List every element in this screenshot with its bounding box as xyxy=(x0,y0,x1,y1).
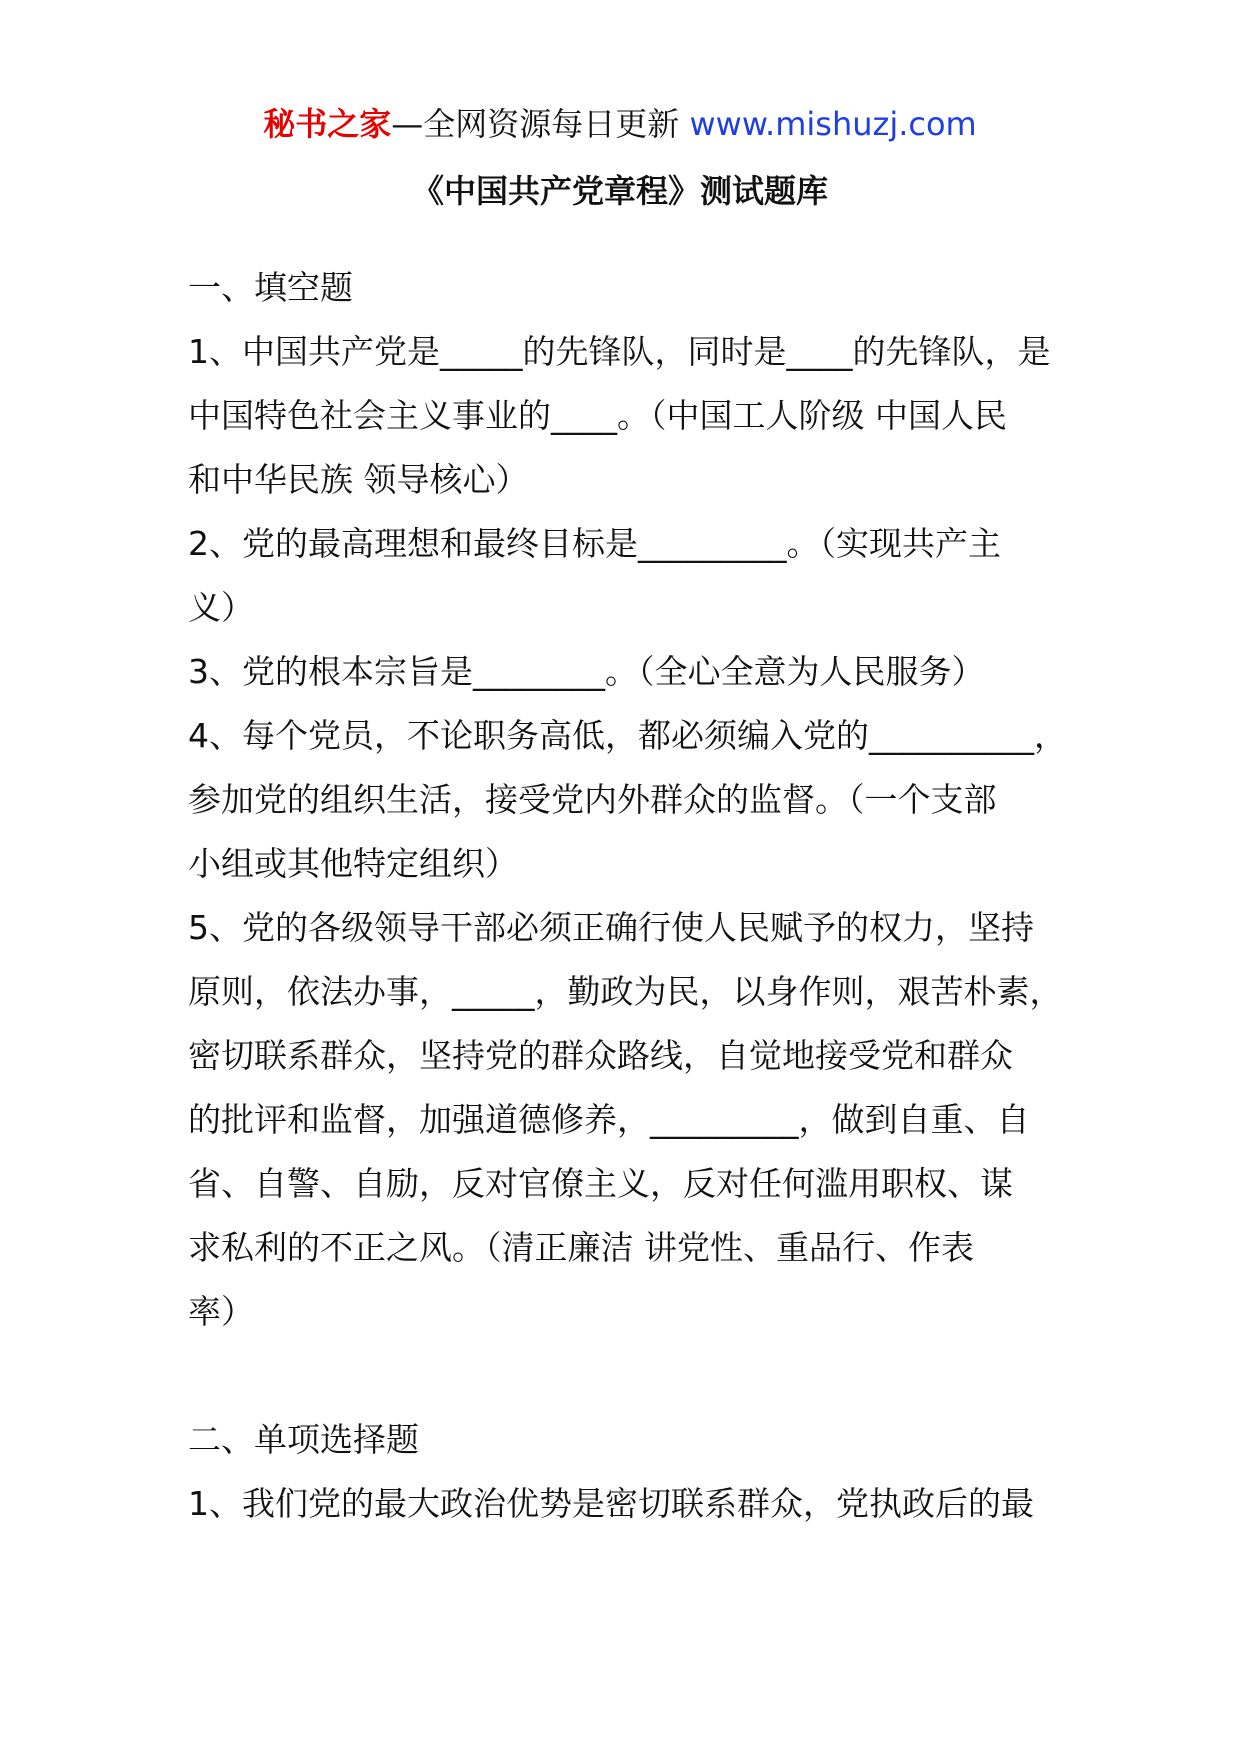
question-line: 1、中国共产党是_____的先锋队，同时是____的先锋队，是 xyxy=(188,332,1051,371)
section-heading-fill-blank: 一、填空题 xyxy=(188,268,353,307)
question-line: 4、每个党员，不论职务高低，都必须编入党的__________， xyxy=(188,716,1067,755)
question-line: 和中华民族 领导核心） xyxy=(188,460,529,499)
question-line: 中国特色社会主义事业的____。（中国工人阶级 中国人民 xyxy=(188,396,1007,435)
question-fill-5 xyxy=(188,896,1063,1344)
question-fill-1 xyxy=(188,320,1058,512)
question-line: 小组或其他特定组织） xyxy=(188,844,518,883)
brand-name: 秘书之家 xyxy=(263,105,392,143)
section-spacer xyxy=(188,1344,1058,1408)
question-line: 密切联系群众，坚持党的群众路线，自觉地接受党和群众 xyxy=(188,1036,1013,1075)
question-line: 的批评和监督，加强道德修养，_________，做到自重、自 xyxy=(188,1100,1030,1139)
question-line: 5、党的各级领导干部必须正确行使人民赋予的权力，坚持 xyxy=(188,908,1034,947)
question-line: 原则，依法办事，_____，勤政为民，以身作则，艰苦朴素， xyxy=(188,972,1063,1011)
question-line: 义） xyxy=(188,588,254,627)
question-line: 参加党的组织生活，接受党内外群众的监督。（一个支部 xyxy=(188,780,997,819)
site-url-link[interactable]: www.mishuzj.com xyxy=(689,105,977,143)
question-line: 省、自警、自励，反对官僚主义，反对任何滥用职权、谋 xyxy=(188,1164,1013,1203)
document-body xyxy=(188,256,1067,1536)
question-fill-4 xyxy=(188,704,1067,896)
site-header xyxy=(0,101,1240,147)
document-title: 《中国共产党章程》测试题库 xyxy=(411,172,828,210)
header-tagline: —全网资源每日更新 xyxy=(391,105,690,143)
section-heading-single-choice: 二、单项选择题 xyxy=(188,1420,419,1459)
question-fill-2 xyxy=(188,512,1058,640)
question-line: 1、我们党的最大政治优势是密切联系群众，党执政后的最 xyxy=(188,1484,1034,1523)
question-fill-3 xyxy=(188,640,1058,704)
question-line: 2、党的最高理想和最终目标是_________。（实现共产主 xyxy=(188,524,1001,563)
question-choice-1 xyxy=(188,1472,1058,1536)
question-line: 率） xyxy=(188,1292,254,1331)
question-line: 求私利的不正之风。（清正廉洁 讲党性、重品行、作表 xyxy=(188,1228,974,1267)
question-line: 3、党的根本宗旨是________。（全心全意为人民服务） xyxy=(188,652,985,691)
